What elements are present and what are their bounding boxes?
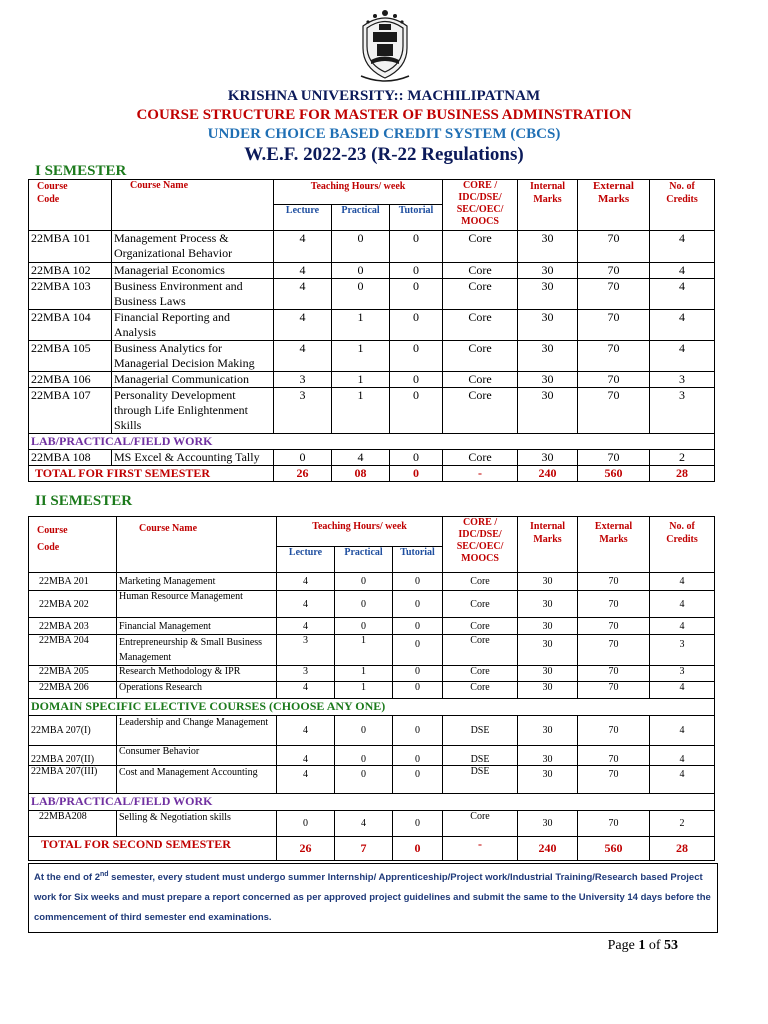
header-credits: No. of Credits xyxy=(650,180,715,231)
header-internal-marks: Internal Marks xyxy=(518,517,578,573)
page-number: Page 1 of 53 xyxy=(607,938,678,953)
table-row: 22MBA 205 Research Methodology & IPR 3 1 0 Core 30 70 3 xyxy=(29,666,715,682)
header-course-name: Course Name xyxy=(117,517,277,573)
header-teaching-hours: Teaching Hours/ week xyxy=(274,180,443,205)
table-row: 22MBA 103 Business Environment and Business Laws 4 0 0 Core 30 70 4 xyxy=(29,279,715,310)
semester-1-table xyxy=(28,179,715,482)
header-internal-marks: Internal Marks xyxy=(518,180,578,231)
university-seal-logo xyxy=(357,6,413,84)
semester-1-title: I SEMESTER xyxy=(35,163,127,179)
table-row: 22MBA 104 Financial Reporting and Analysis 4 1 0 Core 30 70 4 xyxy=(29,310,715,341)
table-row: 22MBA 207(II) Consumer Behavior 4 0 0 DSE 30 70 4 xyxy=(29,746,715,766)
header-practical: Practical xyxy=(335,547,393,573)
wef-regulations: W.E.F. 2022-23 (R-22 Regulations) xyxy=(244,144,524,165)
header-credits: No. of Credits xyxy=(650,517,715,573)
elective-section-heading: DOMAIN SPECIFIC ELECTIVE COURSES (CHOOSE ANY ONE) xyxy=(29,699,715,716)
header-course-type: CORE / IDC/DSE/ SEC/OEC/ MOOCS xyxy=(443,180,518,231)
semester-2-table xyxy=(28,516,715,861)
lab-section-heading: LAB/PRACTICAL/FIELD WORK xyxy=(29,434,715,450)
header-course-code: Course Code xyxy=(29,517,117,573)
table-row: 22MBA 105 Business Analytics for Managerial Decision Making 4 1 0 Core 30 70 4 xyxy=(29,341,715,372)
credit-system: UNDER CHOICE BASED CREDIT SYSTEM (CBCS) xyxy=(207,126,561,142)
header-course-code: Course Code xyxy=(29,180,112,231)
header-lecture: Lecture xyxy=(277,547,335,573)
table-row: 22MBA 207(I) Leadership and Change Management 4 0 0 DSE 30 70 4 xyxy=(29,716,715,746)
header-course-name: Course Name xyxy=(112,180,274,231)
table-row: 22MBA 108 MS Excel & Accounting Tally 0 4 0 Core 30 70 2 xyxy=(29,450,715,466)
semester-2-title: II SEMESTER xyxy=(35,493,133,509)
table-row: 22MBA 206 Operations Research 4 1 0 Core 30 70 4 xyxy=(29,682,715,699)
header-practical: Practical xyxy=(332,205,390,231)
table-row: 22MBA 106 Managerial Communication 3 1 0 Core 30 70 3 xyxy=(29,372,715,388)
table-row: 22MBA 101 Management Process & Organizational Behavior 4 0 0 Core 30 70 4 xyxy=(29,231,715,263)
header-tutorial: Tutorial xyxy=(390,205,443,231)
header-external-marks: External Marks xyxy=(578,517,650,573)
lab-section-heading: LAB/PRACTICAL/FIELD WORK xyxy=(29,794,715,811)
course-title: COURSE STRUCTURE FOR MASTER OF BUSINESS ADMINSTRATION xyxy=(136,107,632,123)
header-lecture: Lecture xyxy=(274,205,332,231)
internship-note: At the end of 2nd semester, every student must undergo summer Internship/ Apprenticeship/Project work/Industrial Training/Research based Project work for Six weeks and must prepare a report concerned as per approved project guidelines and submit the same to the University 14 days before the commencement of third semester end examinations. xyxy=(28,863,718,933)
table-row: 22MBA 204 Entrepreneurship & Small Business Management 3 1 0 Core 30 70 3 xyxy=(29,635,715,666)
table-row: 22MBA208 Selling & Negotiation skills 0 4 0 Core 30 70 2 xyxy=(29,811,715,837)
header-course-type: CORE / IDC/DSE/ SEC/OEC/ MOOCS xyxy=(443,517,518,573)
table-row: 22MBA 107 Personality Development through Life Enlightenment Skills 3 1 0 Core 30 70 3 xyxy=(29,388,715,434)
table-row: 22MBA 207(III) Cost and Management Accounting 4 0 0 DSE 30 70 4 xyxy=(29,766,715,794)
semester-2-total-row: TOTAL FOR SECOND SEMESTER 26 7 0 - 240 560 28 xyxy=(29,837,715,861)
table-row: 22MBA 203 Financial Management 4 0 0 Core 30 70 4 xyxy=(29,618,715,635)
semester-1-total-row: TOTAL FOR FIRST SEMESTER 26 08 0 - 240 560 28 xyxy=(29,466,715,482)
header-tutorial: Tutorial xyxy=(393,547,443,573)
university-name: KRISHNA UNIVERSITY:: MACHILIPATNAM xyxy=(227,88,541,104)
header-external-marks: External Marks xyxy=(578,180,650,231)
table-row: 22MBA 102 Managerial Economics 4 0 0 Core 30 70 4 xyxy=(29,263,715,279)
table-row: 22MBA 201 Marketing Management 4 0 0 Core 30 70 4 xyxy=(29,573,715,591)
header-teaching-hours: Teaching Hours/ week xyxy=(277,517,443,547)
table-row: 22MBA 202 Human Resource Management 4 0 0 Core 30 70 4 xyxy=(29,591,715,618)
